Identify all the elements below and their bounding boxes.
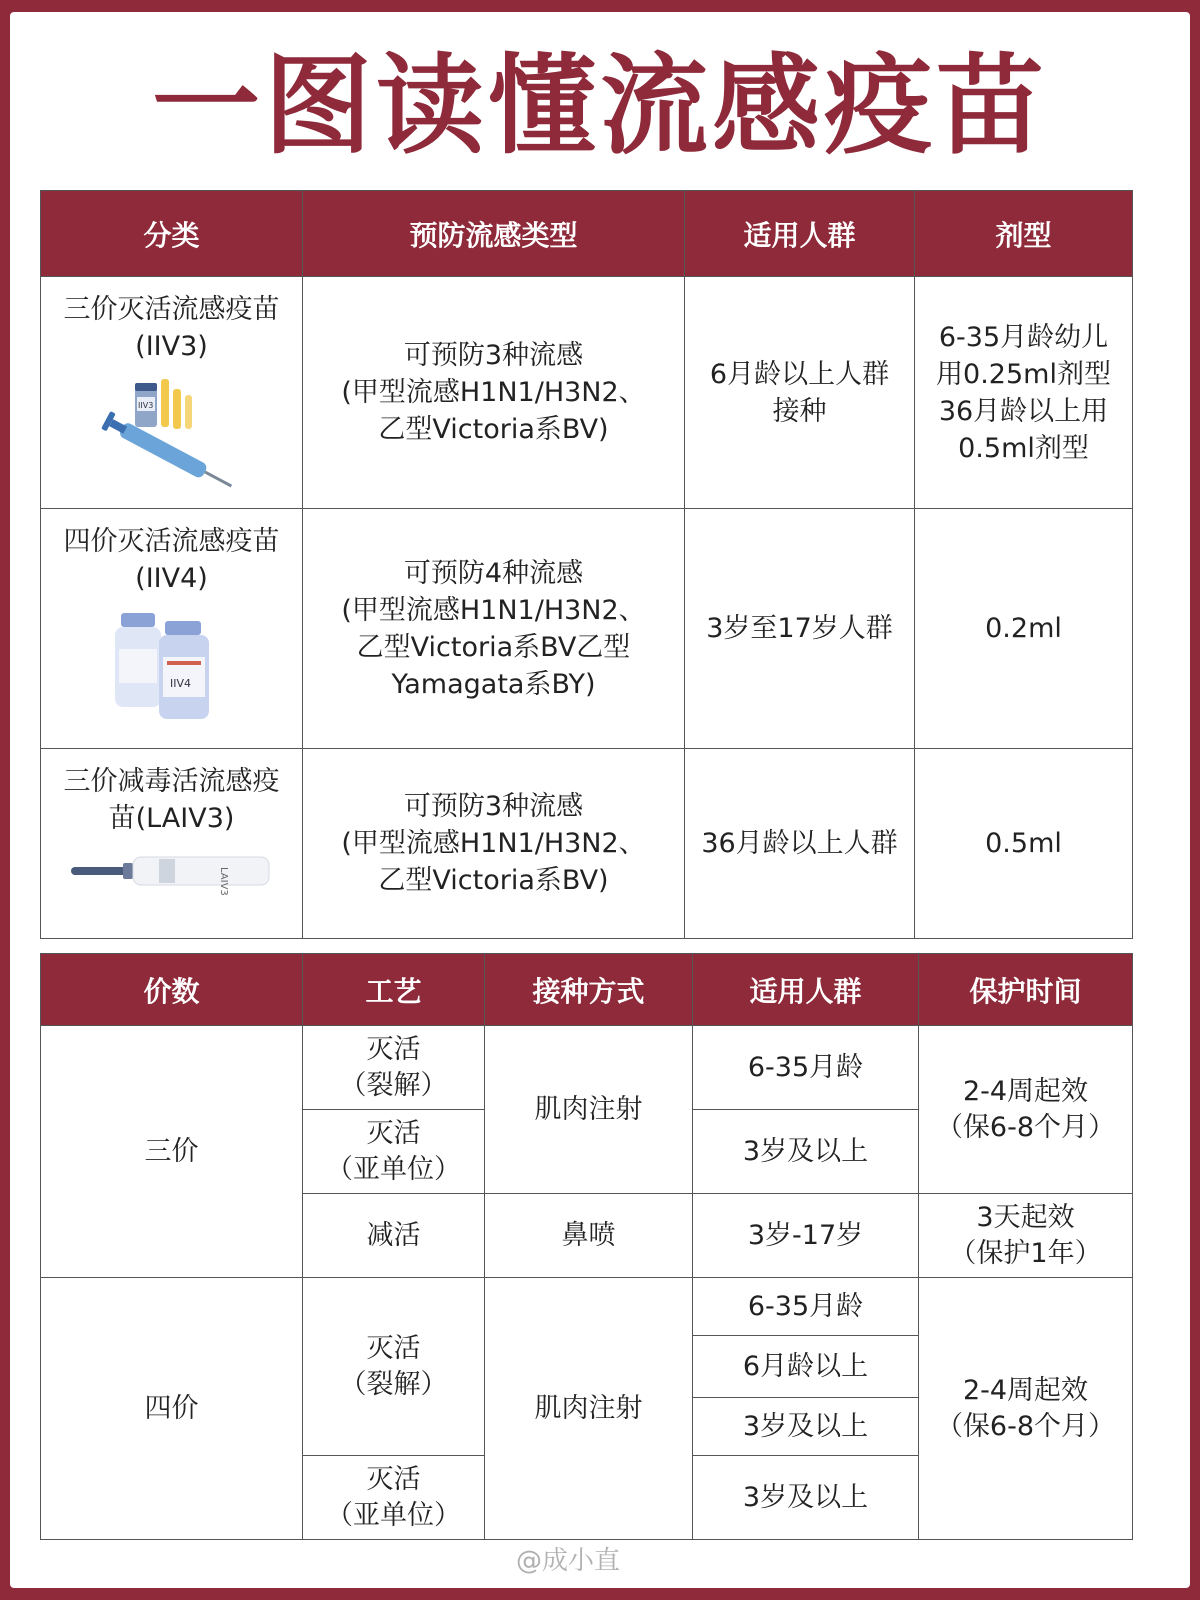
vaccine-valence-table xyxy=(40,953,1133,1540)
protection-cell: 3天起效 （保护1年） xyxy=(919,1194,1133,1278)
watermark: @成小直 xyxy=(516,1546,621,1576)
table1-header-row xyxy=(41,191,1133,277)
category-cell xyxy=(41,277,303,509)
dosage-cell: 0.5ml xyxy=(915,749,1133,939)
table-row-iiv3 xyxy=(41,277,1133,509)
prevent-type-cell: 可预防4种流感 (甲型流感H1N1/H3N2、 乙型Victoria系BV乙型 Yamagata系BY) xyxy=(303,509,685,749)
route-cell: 鼻喷 xyxy=(485,1194,693,1278)
population-cell: 6月龄以上 xyxy=(693,1336,919,1398)
vaccine-category-table xyxy=(40,190,1133,939)
category-name: 三价减毒活流感疫 苗(LAIV3) xyxy=(63,766,280,834)
header-population: 适用人群 xyxy=(685,191,915,277)
process-cell: 灭活 （亚单位） xyxy=(303,1456,485,1540)
syringe-vial-icon xyxy=(97,375,247,495)
header-valence: 价数 xyxy=(41,954,303,1026)
poster-frame xyxy=(10,12,1190,1588)
valence-cell: 四价 xyxy=(41,1278,303,1540)
nasal-sprayer-icon xyxy=(67,847,277,897)
header-prevent-type: 预防流感类型 xyxy=(303,191,685,277)
population-cell: 3岁至17岁人群 xyxy=(685,509,915,749)
header-protection: 保护时间 xyxy=(919,954,1133,1026)
process-cell: 灭活 （裂解） xyxy=(303,1026,485,1110)
dosage-cell: 6-35月龄幼儿 用0.25ml剂型 36月龄以上用 0.5ml剂型 xyxy=(915,277,1133,509)
process-cell: 灭活 （亚单位） xyxy=(303,1110,485,1194)
route-cell: 肌肉注射 xyxy=(485,1026,693,1194)
table-row-iiv4 xyxy=(41,509,1133,749)
population-cell: 6-35月龄 xyxy=(693,1278,919,1336)
header-dosage: 剂型 xyxy=(915,191,1133,277)
population-cell: 3岁及以上 xyxy=(693,1456,919,1540)
vial-label: IIV4 xyxy=(169,677,191,690)
prevent-type-cell: 可预防3种流感 (甲型流感H1N1/H3N2、 乙型Victoria系BV) xyxy=(303,749,685,939)
population-cell: 6-35月龄 xyxy=(693,1026,919,1110)
header-process: 工艺 xyxy=(303,954,485,1026)
vial-label: IIV3 xyxy=(137,401,153,410)
table-row xyxy=(41,1278,1133,1336)
vial-bottles-icon xyxy=(107,607,237,725)
population-cell: 36月龄以上人群 xyxy=(685,749,915,939)
table2-header-row xyxy=(41,954,1133,1026)
category-name: 四价灭活流感疫苗 (IIV4) xyxy=(63,526,280,594)
process-cell: 减活 xyxy=(303,1194,485,1278)
table-row xyxy=(41,1026,1133,1110)
header-population: 适用人群 xyxy=(693,954,919,1026)
prevent-type-cell: 可预防3种流感 (甲型流感H1N1/H3N2、 乙型Victoria系BV) xyxy=(303,277,685,509)
page-title: 一图读懂流感疫苗 xyxy=(151,44,1048,169)
table-row-laiv3 xyxy=(41,749,1133,939)
category-cell xyxy=(41,509,303,749)
header-route: 接种方式 xyxy=(485,954,693,1026)
process-cell: 灭活 （裂解） xyxy=(303,1278,485,1456)
category-cell xyxy=(41,749,303,939)
dosage-cell: 0.2ml xyxy=(915,509,1133,749)
population-cell: 3岁-17岁 xyxy=(693,1194,919,1278)
population-cell: 3岁及以上 xyxy=(693,1398,919,1456)
protection-cell: 2-4周起效 （保6-8个月） xyxy=(919,1026,1133,1194)
population-cell: 6月龄以上人群 接种 xyxy=(685,277,915,509)
header-category: 分类 xyxy=(41,191,303,277)
route-cell: 肌肉注射 xyxy=(485,1278,693,1540)
category-name: 三价灭活流感疫苗 (IIV3) xyxy=(63,294,280,362)
population-cell: 3岁及以上 xyxy=(693,1110,919,1194)
protection-cell: 2-4周起效 （保6-8个月） xyxy=(919,1278,1133,1540)
sprayer-label: LAIV3 xyxy=(217,867,229,896)
valence-cell: 三价 xyxy=(41,1026,303,1278)
